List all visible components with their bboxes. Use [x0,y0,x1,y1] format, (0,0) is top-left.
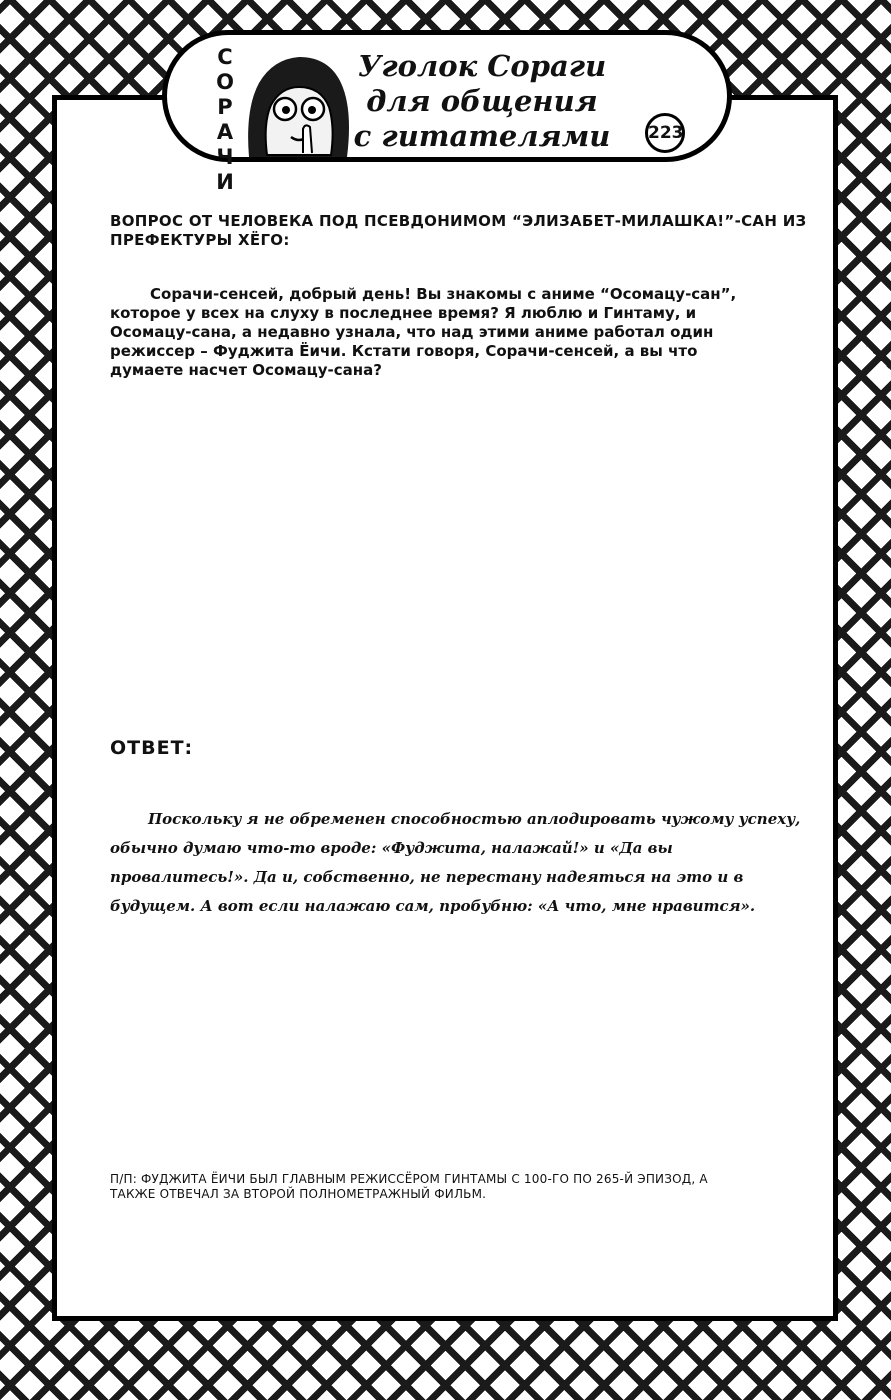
monkey-face-icon [237,49,357,159]
author-name-vertical: СОРАЧИ [213,45,237,195]
header-title [352,49,612,154]
content-frame [52,95,838,1321]
question-body: Сорачи-сенсей, добрый день! Вы знакомы с аниме “Осомацу-сан”, которое у всех на слуху в последнее время? Я люблю и Гинтаму, и Осомацу-сана, а недавно узнала, что над этими аниме работал один режиссер – Фуджита Ёичи. Кстати говоря, Сорачи-сенсей, а вы что думаете насчет Осомацу-сана? [110,285,737,379]
answer-heading: ОТВЕТ: [110,737,194,759]
header-title-line-2: для общения [366,84,598,118]
translator-note: П/П: ФУДЖИТА ЁИЧИ БЫЛ ГЛАВНЫМ РЕЖИССЁРОМ ГИНТАМЫ С 100-ГО ПО 265-Й ЭПИЗОД, А ТАКЖЕ ОТВЕЧАЛ ЗА ВТОРОЙ ПОЛНОМЕТРАЖНЫЙ ФИЛЬМ. [110,1172,708,1201]
header-title-line-1: Уголок Сораги [357,49,607,83]
answer-body: Поскольку я не обременен способностью аплодировать чужому успеху, обычно думаю что-то вроде: «Фуджита, налажай!» и «Да вы провалитесь!». Да и, собственно, не перестану надеяться на это и в будущем. А вот если налажаю сам, пробубню: «А что, мне нравится». [110,810,801,915]
question-heading: ВОПРОС ОТ ЧЕЛОВЕКА ПОД ПСЕВДОНИМОМ “ЭЛИЗАБЕТ-МИЛАШКА!”-САН ИЗ ПРЕФЕКТУРЫ ХЁГО: [110,212,807,249]
header-title-line-3: с гитателями [353,119,611,153]
section-header [162,30,732,195]
page-number-badge: 223 [645,113,685,153]
